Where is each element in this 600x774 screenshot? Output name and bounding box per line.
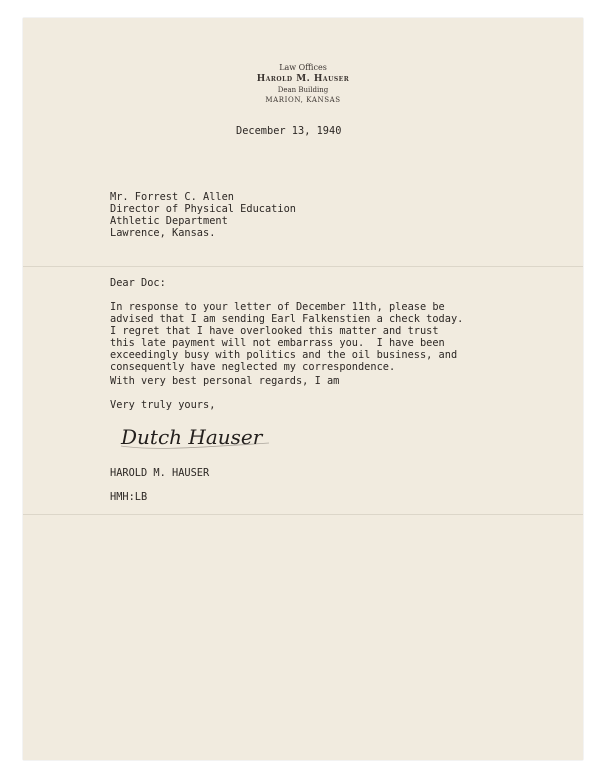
letterhead-firm: Harold M. Hauser bbox=[256, 74, 350, 84]
recipient-location: Lawrence, Kansas. bbox=[110, 227, 216, 239]
reference-initials: HMH:LB bbox=[110, 491, 148, 503]
body-line: this late payment will not embarrass you. I have been bbox=[110, 337, 445, 349]
letterhead-city: MARION, KANSAS bbox=[265, 96, 341, 104]
letterhead-building: Dean Building bbox=[277, 86, 329, 94]
recipient-address bbox=[110, 191, 296, 239]
body-line: exceedingly busy with politics and the oil business, and bbox=[110, 349, 458, 361]
body-line: In response to your letter of December 11th, please be bbox=[110, 301, 445, 313]
recipient-name: Mr. Forrest C. Allen bbox=[110, 191, 234, 203]
typed-name: HAROLD M. HAUSER bbox=[110, 467, 210, 479]
closing-line: Very truly yours, bbox=[110, 399, 216, 411]
recipient-title: Director of Physical Education bbox=[110, 203, 296, 215]
body-line: advised that I am sending Earl Falkenstien a check today. bbox=[110, 313, 464, 325]
letter-date: December 13, 1940 bbox=[236, 125, 342, 137]
salutation: Dear Doc: bbox=[110, 277, 166, 289]
letterhead-line: Law Offices bbox=[279, 63, 327, 72]
signature-text: Dutch Hauser bbox=[121, 425, 263, 449]
body-line: consequently have neglected my correspondence. bbox=[110, 361, 396, 373]
handwritten-signature bbox=[119, 416, 279, 458]
body-paragraph bbox=[110, 301, 463, 373]
body-line: I regret that I have overlooked this matter and trust bbox=[110, 325, 439, 337]
letterhead bbox=[23, 62, 583, 105]
letter-page bbox=[23, 18, 583, 760]
fold-line-bottom bbox=[23, 514, 583, 515]
regards-line: With very best personal regards, I am bbox=[110, 375, 340, 387]
fold-line-top bbox=[23, 266, 583, 267]
recipient-department: Athletic Department bbox=[110, 215, 228, 227]
